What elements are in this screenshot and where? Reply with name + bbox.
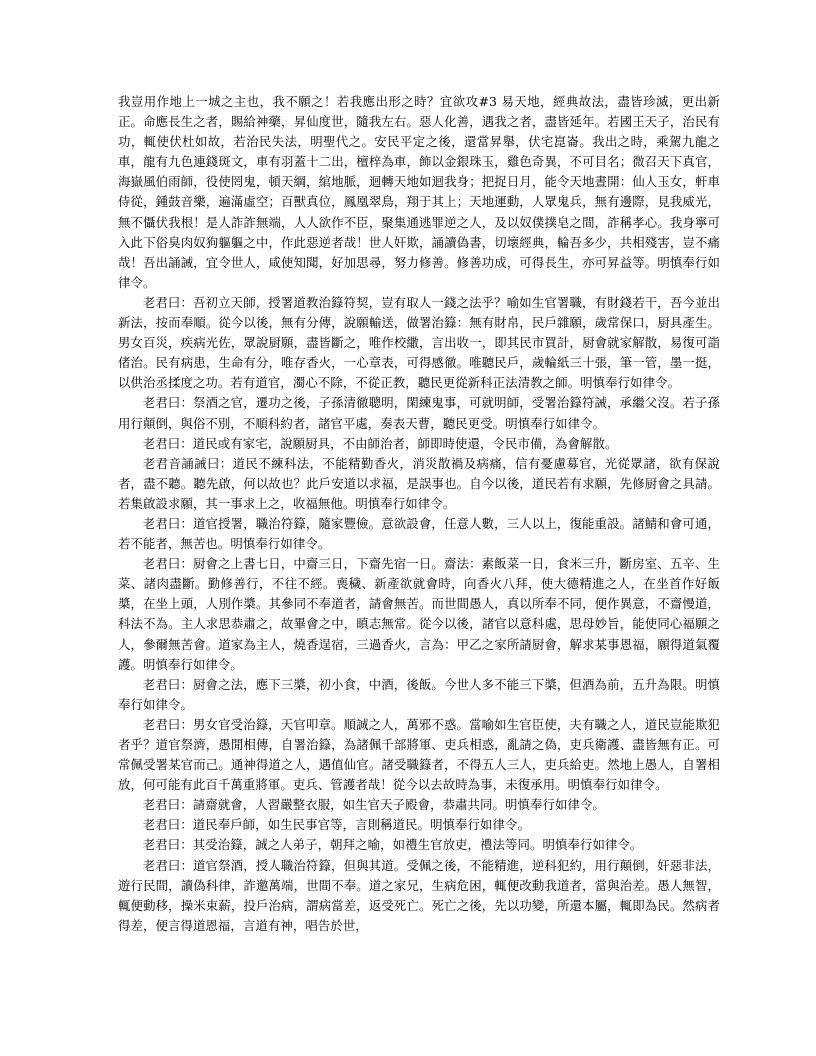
paragraph: 老君曰：請齋就會，人習嚴整衣服，如生官天子殿會，恭肅共同。明慎奉行如律令。 [142, 797, 605, 813]
paragraph: 我豈用作地上一城之主也，我不願之！若我應出形之時？宜欲攻#3 易天地，經典故法，盡皆珍滅，更出新正。命應長生之者，賜給神藥，昇仙度世，隨我左右。惡人化善，遇我之者，盡皆延年。若國王天子，治民有功，輒使伏杜如故，若治民失法，明聖代之。安民平定之後，還當昇舉，伏宅崑崙。我出之時，乘駕九龍之車，龍有九色連錢斑文，車有羽蓋十二出，檀梓為車，飾以金銀珠玉，雞色奇異，不可目名；微召天下真官，海嶽風伯雨師，役使罔鬼，頓天綱，綰地脈，迴轉天地如迴我身；把捉日月，能令天地晝開：仙人玉女，軒車侍從，鍾鼓音樂，遍滿虛空；百獸真位，鳳凰翠鳥，翔于其上；天地運動，人眾鬼兵，無有邊際，見我威光，無不懾伏我根！是人詐詐無端，人人欲作不臣，聚集通逃罪逆之人，及以奴僕撲皂之間，詐稱孝心。我身寧可入此下俗臭肉奴狗軀軀之中，作此惡逆者哉！世人奸欺，誦讀偽書，切壞經典，輪吾多少，共相殘害，豈不痛哉！吾出誦誡，宜令世人，咸使知聞，好加思尋，努力修善。修善功成，可得長生，亦可昇益等。明慎奉行如律令。 [118, 94, 720, 290]
document-body [118, 92, 720, 936]
paragraph: 老君曰：男女官受治籙，天官叩章。順誠之人，萬邪不惑。當喻如生官臣使，夫有職之人，道民豈能欺犯者乎？道官祭濟，愚閒相傳，自署治籙，為諸佩千部將軍、吏兵相惑，亂請之偽，吏兵衛護、盡皆無有正。可常佩受署某官而己。通神得道之人，遇值仙官。諸受職籙者，不得五人三人，吏兵給吏。然地上愚人，自署相放，何可能有此百千萬重將軍。吏兵、管護者哉！從今以去故時為事，未復承用。明慎奉行如律令。 [118, 716, 720, 793]
paragraph: 老君曰：道官祭酒，授人職治符籙，但與其道。受佩之後，不能精進，逆科犯約，用行顛倒，奸惡非法，遊行民間，讀偽科律，詐邀萬端，世間不奉。道之家兄，生病危困，輒便改動我道者，當與治差。愚人無智，輒便動移，操米束薪，投戶治病，謂病當差，返受死亡。死亡之後，先以功變，所還本屬，輒即為民。然病者得差，便言得道恩福，言道有神，唱告於世， [118, 857, 720, 933]
paragraph: 老君曰：道民或有家宅，說願厨具，不由師治者，師即時使還，令民市備，為會解散。 [142, 435, 618, 451]
paragraph: 老君曰：吾初立天師，授署道教治籙符契，豈有取人一錢之法乎？喻如生官署職，有財錢若干，吾今並出新法，按而奉順。從今以後，無有分傳，說願輸送，做署治籙：無有財帛，民戶雜願，歲常保口，厨具產生。男女百災，疾病光佐，眾說厨願，盡皆斷之，唯作校繖，言出收一，即其民市買計，厨會就家解散，易復可詣偖治。民有病患，生命有分，唯存香火，一心章表，可得感徹。唯聽民戶，歲輪紙三十張，筆一管，墨一挺，以供治丞揉度之功。若有道官，濁心不除，不從正教，聽民更從新科正法清教之師。明慎奉行如律令。 [118, 294, 720, 391]
paragraph: 老君音誦誡曰：道民不練科法，不能精勤香火，消災散禍及病痛，信有憂慮募官，光從眾諸，欲有保說者，盡不聽。聽先啟，何以故也？此戶安道以求福，是誤事也。自今以後，道民若有求願，先修厨會之具請。若集啟設求願，其一事求上之，收福無他。明慎奉行如律令。 [118, 455, 720, 511]
paragraph: 老君曰：其受治籙，誠之人弟子，朝拜之喻，如禮生官放吏，禮法等同。明慎奉行如律令。 [142, 837, 643, 853]
paragraph: 老君曰：道官授署，職治符籙，隨家豐儉。意欲設會，任意人數，三人以上，復能重設。諸鯖和會可通，若不能者，無苦也。明慎奉行如律令。 [118, 515, 720, 552]
paragraph: 老君曰：道民奉戶師，如生民事官等，言則稱道民。明慎奉行如律令。 [142, 817, 531, 833]
paragraph: 老君曰：厨會之上書七日，中齋三日，下齋先宿一日。齋法：素飯菜一日，食米三升，斷房室、五辛、生菜、諸肉盡斷。勤修善行，不往不經。喪穢、新產欲就會時，向香火八拜，使大德精進之人，在坐首作好飯槳，在坐上頭，人別作槳。其參同不奉道者，請會無苦。而世間愚人，真以所奉不同，便作異意，不齋慢道，科法不為。主人求思恭肅之，故畢會之中，瞋志無常。從今以後，諸官以意科處，思母妙旨，能使同心福願之人，參爾無苦會。道家為主人，燒香逞宿，三過香火，言為：甲乙之家所請厨會，解求某事恩福，願得道氣覆護。明慎奉行如律令。 [118, 556, 720, 672]
paragraph: 老君曰：祭酒之官，遷功之後，子孫清徹聰明，閑練鬼事，可就明師，受署治籙符誡，承繼父沒。若子孫用行顛倒，與俗不別，不順科約者，諸官平處，奏表天曹，聽民更受。明慎奉行如律令。 [118, 395, 720, 431]
paragraph: 老君曰：厨會之法，應下三槳，初小食，中酒，後飯。今世人多不能三下槳，但酒為前，五升為限。明慎奉行如律令。 [118, 676, 720, 712]
